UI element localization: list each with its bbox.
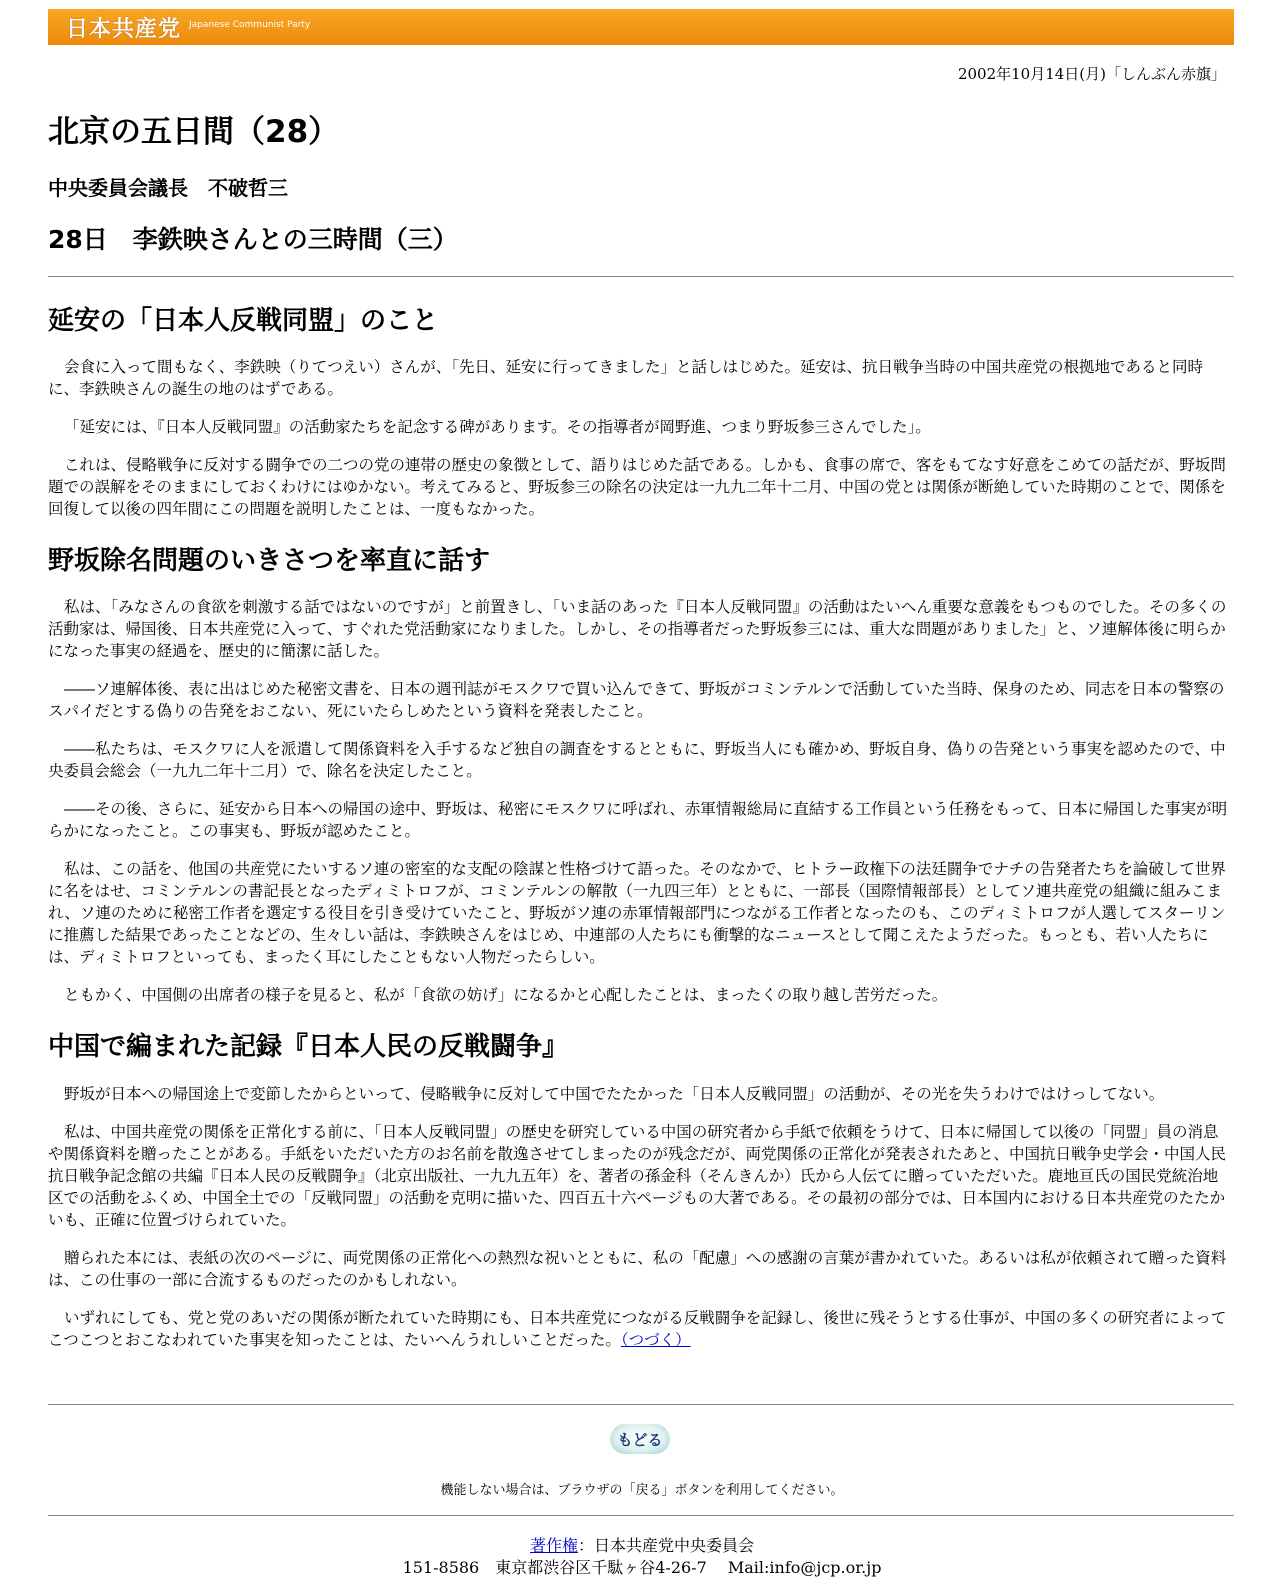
paragraph: 私は、この話を、他国の共産党にたいするソ連の密室的な支配の陰謀と性格づけて語った。そのなかで、ヒトラー政権下の法廷闘争でナチの告発者たちを論破して世界に名をはせ、コミンテルンの書記長となったディミトロフが、コミンテルンの解散（一九四三年）とともに、一部長（国際情報部長）としてソ連共産党の組織に組みこまれ、ソ連のために秘密工作者を選定する役目を引き受けていたこと、野坂がソ連の赤軍情報部門につながる工作者となったのも、このディミトロフが人選してスターリンに推薦した結果であったことなどの、生々しい話は、李鉄映さんをはじめ、中連部の人たちにも衝撃的なニュースとして聞こえたようだった。もっとも、若い人たちには、ディミトロフといっても、まったく耳にしたこともない人物だったらしい。 <box>48 860 1226 966</box>
header-banner <box>48 9 1234 45</box>
paragraph: 贈られた本には、表紙の次のページに、両党関係の正常化への熱烈な祝いとともに、私の「配慮」への感謝の言葉が書かれていた。あるいは私が依頼されて贈った資料は、この仕事の一部に合流するものだったのかもしれない。 <box>48 1249 1227 1289</box>
section-heading: 延安の「日本人反戦同盟」のこと <box>48 306 439 336</box>
party-logo: 日本共産党 <box>66 16 182 42</box>
back-note: 機能しない場合は、ブラウザの「戻る」ボタンを利用してください。 <box>440 1483 844 1498</box>
paragraph: ――その後、さらに、延安から日本への帰国の途中、野坂は、秘密にモスクワに呼ばれ、赤軍情報総局に直結する工作員という任務をもって、日本に帰国した事実が明らかになったこと。この事実も、野坂が認めたこと。 <box>48 800 1228 840</box>
paragraph: 「延安には、『日本人反戦同盟』の活動家たちを記念する碑があります。その指導者が岡野進、つまり野坂参三さんでした」。 <box>64 418 931 436</box>
paragraph-text: いずれにしても、党と党のあいだの関係が断たれていた時期にも、日本共産党につながる反戦闘争を記録し、後世に残そうとする仕事が、中国の多くの研究者によってこつこつとおこなわれていた事実を知ったことは、たいへんうれしいことだった。 <box>48 1309 1227 1349</box>
paragraph: 私は、「みなさんの食欲を刺激する話ではないのですが」と前置きし、「いま話のあった『日本人反戦同盟』の活動はたいへん重要な意義をもつものでした。その多くの活動家は、帰国後、日本共産党に入って、すぐれた党活動家になりました。しかし、その指導者だった野坂参三には、重大な問題がありました」と、ソ連解体後に明らかになった事実の経過を、歴史的に簡潔に話した。 <box>48 598 1227 660</box>
paragraph-last <box>48 1307 1232 1351</box>
divider <box>48 276 1234 277</box>
article-title: 北京の五日間（28） <box>48 114 340 150</box>
paragraph: ともかく、中国側の出席者の様子を見ると、私が「食欲の妨げ」になるかと心配したことは、まったくの取り越し苦労だった。 <box>64 986 948 1004</box>
paragraph: これは、侵略戦争に反対する闘争での二つの党の連帯の歴史の象徴として、語りはじめた話である。しかも、食事の席で、客をもてなす好意をこめての話だが、野坂問題での誤解をそのままにしておくわけにはゆかない。考えてみると、野坂参三の除名の決定は一九九二年十二月、中国の党とは関係が断絶していた時期のことで、関係を回復して以後の四年間にこの問題を説明したことは、一度もなかった。 <box>48 456 1226 518</box>
paragraph: ――私たちは、モスクワに人を派遣して関係資料を入手するなど独自の調査をするとともに、野坂当人にも確かめ、野坂自身、偽りの告発という事実を認めたので、中央委員会総会（一九九二年十二月）で、除名を決定したこと。 <box>48 740 1226 780</box>
section-heading: 野坂除名問題のいきさつを率直に話す <box>48 546 491 576</box>
divider <box>48 1404 1234 1405</box>
article-subtitle: 28日 李鉄映さんとの三時間（三） <box>48 225 458 254</box>
paragraph: 野坂が日本への帰国途上で変節したからといって、侵略戦争に反対して中国でたたかった「日本人反戦同盟」の活動が、その光を失うわけではけっしてない。 <box>64 1085 1165 1103</box>
section-heading: 中国で編まれた記録『日本人民の反戦闘争』 <box>48 1032 569 1062</box>
back-button[interactable]: もどる <box>610 1424 670 1454</box>
publication-date: 2002年10月14日(月)「しんぶん赤旗」 <box>957 65 1226 83</box>
footer-copyright <box>0 1533 1284 1556</box>
copyright-link[interactable]: 著作権 <box>529 1536 578 1555</box>
party-logo-subtitle: Japanese Communist Party <box>189 20 311 30</box>
article-author: 中央委員会議長 不破哲三 <box>48 176 288 200</box>
paragraph: 会食に入って間もなく、李鉄映（りてつえい）さんが、「先日、延安に行ってきました」と話しはじめた。延安は、抗日戦争当時の中国共産党の根拠地であると同時に、李鉄映さんの誕生の地のはずである。 <box>48 358 1203 398</box>
divider <box>48 1515 1234 1516</box>
paragraph: 私は、中国共産党の関係を正常化する前に、「日本人反戦同盟」の歴史を研究している中国の研究者から手紙で依頼をうけて、日本に帰国して以後の「同盟」員の消息や関係資料を贈ったことがある。手紙をいただいた方のお名前を散逸させてしまったのが残念だが、両党関係の正常化が発表されたあと、中国抗日戦争史学会・中国人民抗日戦争記念館の共編『日本人民の反戦闘争』（北京出版社、一九九五年）を、著者の孫金科（そんきんか）氏から人伝てに贈っていただいた。鹿地亘氏の国民党統治地区での活動をふくめ、中国全土での「反戦同盟」の活動を克明に描いた、四百五十六ページもの大著である。その最初の部分では、日本国内における日本共産党のたたかいも、正確に位置づけられていた。 <box>48 1123 1227 1229</box>
paragraph: ――ソ連解体後、表に出はじめた秘密文書を、日本の週刊誌がモスクワで買い込んできて、野坂がコミンテルンで活動していた当時、保身のため、同志を日本の警察のスパイだとする偽りの告発をおこない、死にいたらしめたという資料を発表したこと。 <box>48 680 1225 720</box>
footer-org: ：日本共産党中央委員会 <box>578 1536 755 1555</box>
footer-address: 151-8586 東京都渋谷区千駄ヶ谷4-26-7 Mail:info@jcp.or.jp <box>402 1558 882 1577</box>
continue-link[interactable]: （つづく） <box>620 1331 691 1349</box>
